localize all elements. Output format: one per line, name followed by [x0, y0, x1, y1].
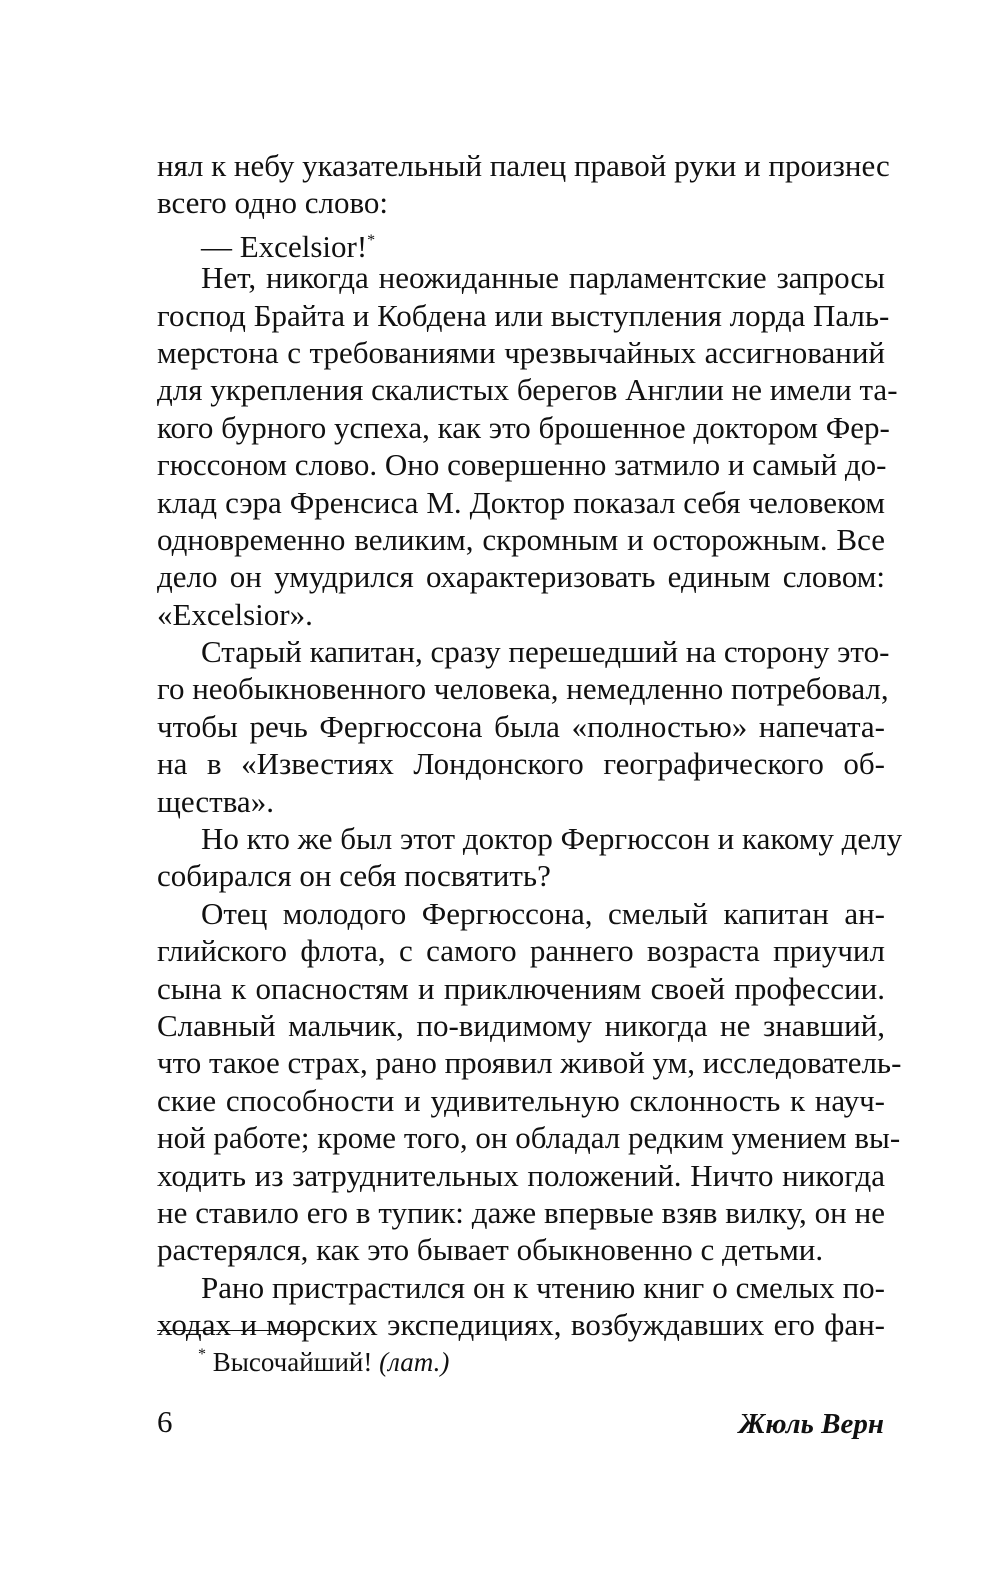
text-line — [157, 409, 890, 446]
text-line-content: господ Брайта и Кобдена или выступления лорда Паль- — [157, 297, 890, 333]
text-line-content: не ставило его в тупик: даже впервые взяв вилку, он не — [157, 1194, 885, 1230]
text-line — [157, 521, 885, 558]
text-line-content: — Excelsior! — [201, 228, 368, 264]
text-line-content: Нет, никогда неожиданные парламентские запросы — [201, 260, 885, 296]
text-line-content: дело он умудрился охарактеризовать единым словом: — [157, 559, 885, 595]
text-line — [157, 708, 885, 745]
text-line — [157, 970, 885, 1007]
text-line-content: ходить из затруднительных положений. Ничто никогда — [157, 1157, 885, 1193]
text-line-content: всего одно слово: — [157, 185, 389, 221]
text-line-content: клад сэра Френсиса М. Доктор показал себя человеком — [157, 484, 885, 520]
text-line — [157, 895, 885, 932]
text-line — [157, 1044, 902, 1081]
text-line — [157, 596, 885, 633]
text-line — [157, 184, 885, 221]
text-line — [157, 259, 885, 296]
footnote-mark: * — [198, 1346, 206, 1363]
text-line-content: го необыкновенного человека, немедленно потребовал, — [157, 671, 889, 707]
text-line-content: на в «Известиях Лондонского географического об- — [157, 746, 885, 782]
text-line-content: Но кто же был этот доктор Фергюссон и какому делу — [201, 821, 903, 857]
text-line — [157, 783, 885, 820]
text-line-content: ной работе; кроме того, он обладал редким умением вы- — [157, 1120, 901, 1156]
text-line — [157, 297, 890, 334]
text-line-content: щества». — [157, 783, 274, 819]
text-line-content: Отец молодого Фергюссона, смелый капитан ан- — [201, 895, 885, 931]
text-line-content: собирался он себя посвятить? — [157, 858, 551, 894]
text-line — [157, 222, 885, 264]
text-line-content: Славный мальчик, по-видимому никогда не знавший, — [157, 1007, 885, 1043]
text-line — [157, 147, 890, 184]
text-line — [157, 633, 890, 670]
body-text — [157, 147, 903, 1344]
text-line-content: гюссоном слово. Оно совершенно затмило и самый до- — [157, 447, 887, 483]
footnote — [198, 1338, 449, 1379]
text-line — [157, 334, 885, 371]
text-line-content: ходах и морских экспедициях, возбуждавших его фан- — [157, 1307, 885, 1343]
text-line — [157, 932, 885, 969]
text-line — [157, 857, 885, 894]
text-line — [157, 558, 885, 595]
text-line-content: чтобы речь Фергюссона была «полностью» напечата- — [157, 708, 885, 744]
text-line — [157, 371, 898, 408]
text-line — [157, 1082, 885, 1119]
footnote-language-note: (лат.) — [379, 1347, 450, 1377]
text-line — [157, 745, 885, 782]
text-line — [157, 484, 885, 521]
text-line-content: кого бурного успеха, как это брошенное доктором Фер- — [157, 409, 890, 445]
page-number: 6 — [157, 1404, 173, 1439]
text-line — [157, 1194, 885, 1231]
footnote-divider — [157, 1330, 305, 1331]
text-line — [157, 820, 903, 857]
text-line-content: одновременно великим, скромным и осторожным. Все — [157, 521, 885, 557]
text-line-content: Старый капитан, сразу перешедший на сторону это- — [201, 634, 890, 670]
text-line — [157, 1007, 885, 1044]
text-line-content: сына к опасностям и приключениям своей профессии. — [157, 970, 885, 1006]
text-line — [157, 446, 885, 483]
text-line-content: мерстона с требованиями чрезвычайных ассигнований — [157, 334, 885, 370]
text-line — [157, 1231, 885, 1268]
text-line-content: растерялся, как это бывает обыкновенно с детьми. — [157, 1232, 824, 1268]
text-line — [157, 1119, 901, 1156]
footnote-text: Высочайший! — [212, 1347, 373, 1377]
text-line — [157, 1157, 885, 1194]
text-line-content: «Excelsior». — [157, 596, 313, 632]
text-line-content: Рано пристрастился он к чтению книг о смелых по- — [201, 1269, 885, 1305]
text-line-content: ские способности и удивительную склонность к науч- — [157, 1082, 885, 1118]
text-line-content: нял к небу указательный палец правой руки и произнес — [157, 148, 890, 183]
text-line-content: глийского флота, с самого раннего возраста приучил — [157, 933, 885, 969]
footnote-reference: * — [367, 231, 376, 249]
text-line — [157, 1269, 885, 1306]
text-line-content: для укрепления скалистых берегов Англии не имели та- — [157, 372, 898, 408]
text-line — [157, 670, 889, 707]
text-line-content: что такое страх, рано проявил живой ум, исследователь- — [157, 1045, 902, 1081]
running-footer-author: Жюль Верн — [738, 1408, 884, 1440]
